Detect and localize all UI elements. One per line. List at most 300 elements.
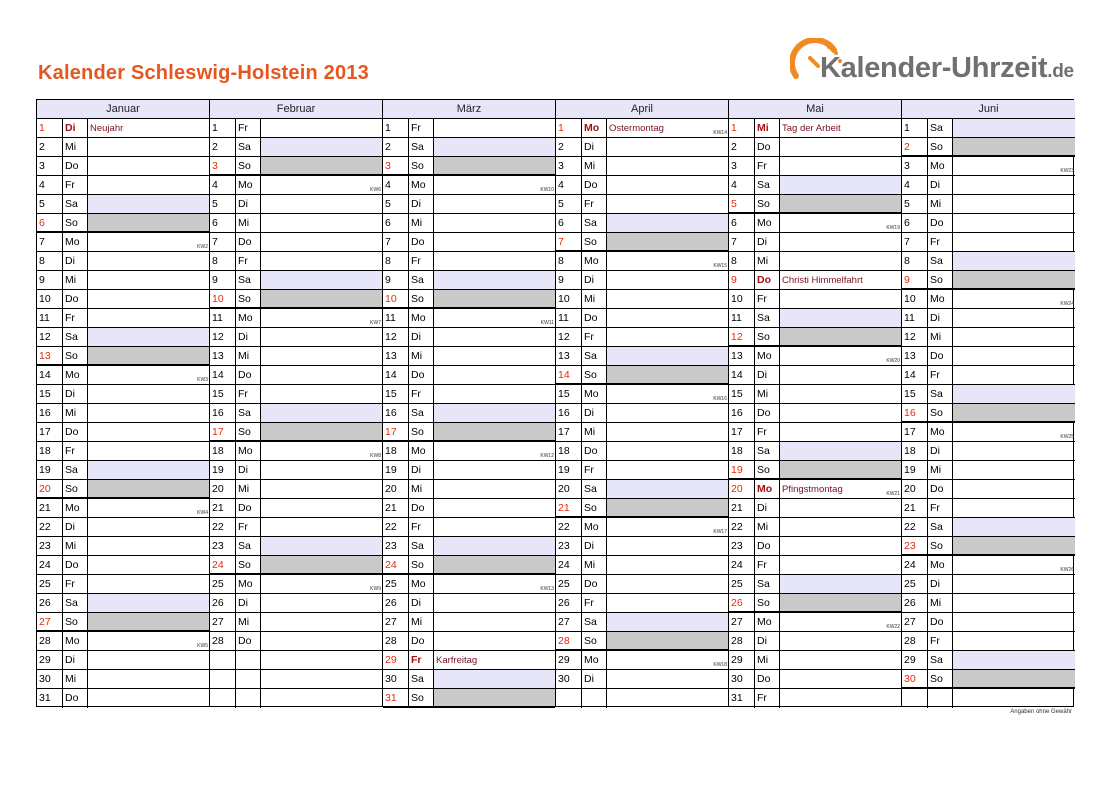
week-number: KW13 [540,586,554,592]
day-row [37,423,209,442]
day-row [902,499,1075,518]
day-row [729,499,901,518]
day-number: 8 [904,255,910,267]
week-number: KW12 [540,453,554,459]
day-note [434,290,555,307]
weekday: Do [754,670,780,688]
month-column [556,100,729,706]
day-note [434,157,555,174]
weekday: Mi [235,347,261,365]
day-row [556,556,728,575]
day-number [210,689,235,708]
weekday: Do [62,290,88,308]
weekday: Fr [581,461,607,479]
day-row [902,366,1075,385]
day-row [902,480,1075,499]
day-row [729,157,901,176]
weekday: So [235,157,261,174]
day-number: 10 [212,293,224,305]
week-number: KW21 [886,491,900,497]
week-number: KW3 [197,377,208,383]
day-row [556,613,728,632]
day-number: 8 [39,255,45,267]
day-row [210,518,382,537]
day-number: 29 [385,654,397,666]
day-note [780,632,901,650]
weekday: Mo [581,651,607,669]
weekday: Mo [235,575,261,593]
day-note [780,518,901,536]
weekday: Mo [927,556,953,574]
day-note [953,575,1075,593]
weekday: Mi [581,556,607,574]
day-row [383,594,555,613]
week-number: KW18 [713,662,727,668]
weekday: Mi [408,480,434,498]
day-note [780,442,901,460]
day-note [434,214,555,232]
day-row [210,385,382,404]
day-row [729,404,901,423]
weekday: Do [927,613,953,631]
weekday: Fr [754,423,780,441]
weekday: So [581,632,607,649]
day-number: 4 [904,179,910,191]
day-row [902,176,1075,195]
day-note [434,252,555,270]
day-number: 21 [731,502,743,514]
weekday: Di [235,594,261,612]
day-note [953,271,1075,288]
weekday: So [927,670,953,687]
day-row [37,290,209,309]
weekday: Mi [927,195,953,213]
day-note [261,518,382,536]
day-number: 7 [731,236,737,248]
day-note [780,613,901,631]
day-note [607,461,728,479]
day-number: 18 [731,445,743,457]
day-row [729,271,901,290]
day-note [88,613,209,630]
day-note [780,480,901,498]
weekday: Mo [408,575,434,593]
weekday: Di [408,195,434,213]
day-note [434,632,555,650]
day-note [261,176,382,194]
weekday: Mi [408,347,434,365]
day-note [953,328,1075,346]
day-number: 6 [731,217,737,229]
day-row [729,613,901,632]
weekday: Sa [408,670,434,688]
day-number: 21 [904,502,916,514]
day-row [556,575,728,594]
day-row [902,347,1075,366]
day-note [780,461,901,478]
day-row [556,347,728,366]
day-note [434,328,555,346]
day-row [556,157,728,176]
day-note [261,461,382,479]
weekday: Sa [581,347,607,365]
month-header: Juni [902,100,1075,119]
day-number: 12 [385,331,397,343]
week-number: KW22 [886,624,900,630]
day-number: 17 [39,426,51,438]
day-note [607,119,728,137]
day-number: 17 [385,426,397,438]
day-note [607,252,728,270]
weekday: So [754,461,780,478]
day-number: 6 [385,217,391,229]
day-note [780,670,901,688]
weekday: Di [62,385,88,403]
day-row [383,537,555,556]
day-number: 20 [904,483,916,495]
day-number: 5 [731,198,737,210]
day-number: 23 [385,540,397,552]
weekday: Mo [235,176,261,194]
day-number: 14 [731,369,743,381]
day-number: 20 [731,483,743,495]
day-row [902,556,1075,575]
day-row [383,518,555,537]
day-number: 27 [39,616,51,628]
day-note [434,233,555,251]
day-note [261,138,382,156]
month-column [383,100,556,706]
day-number: 2 [39,141,45,153]
day-number: 19 [558,464,570,476]
month-column [210,100,383,706]
day-row [556,252,728,271]
weekday: Mi [235,613,261,631]
day-number: 14 [904,369,916,381]
day-note [88,309,209,327]
weekday: Do [754,404,780,422]
day-number: 10 [39,293,51,305]
day-row [729,328,901,347]
day-number: 2 [731,141,737,153]
weekday: Do [235,233,261,251]
day-number: 26 [212,597,224,609]
weekday: Sa [408,138,434,156]
weekday: Fr [927,366,953,384]
day-note [780,385,901,403]
day-row [556,233,728,252]
weekday: Mo [754,480,780,498]
day-number: 29 [558,654,570,666]
day-number: 8 [558,255,564,267]
day-note [434,480,555,498]
day-note [88,271,209,289]
day-note [953,214,1075,232]
day-number: 12 [212,331,224,343]
weekday: Di [62,518,88,536]
day-number: 24 [904,559,916,571]
holiday-name: Karfreitag [436,655,478,666]
day-number: 12 [731,331,743,343]
day-note [88,233,209,251]
day-row [902,138,1075,157]
day-row [210,594,382,613]
day-number: 14 [558,369,570,381]
weekday: Fr [62,309,88,327]
day-row [902,518,1075,537]
day-note [780,651,901,669]
weekday: Mo [754,613,780,631]
day-note [261,480,382,498]
day-number: 7 [904,236,910,248]
day-number: 19 [731,464,743,476]
day-row [210,613,382,632]
weekday: Fr [754,157,780,175]
day-note [88,651,209,669]
day-note [434,366,555,384]
day-row [37,157,209,176]
weekday: Do [408,233,434,251]
day-note [953,366,1075,384]
day-number: 22 [212,521,224,533]
day-note [434,119,555,137]
day-number: 20 [39,483,51,495]
day-note [780,328,901,345]
day-row [210,157,382,176]
day-number: 21 [39,502,51,514]
day-row [902,689,1075,708]
weekday: Fr [927,499,953,517]
day-row [37,670,209,689]
day-note [953,404,1075,421]
weekday: Fr [408,651,434,669]
weekday: Mo [235,442,261,460]
day-row [37,689,209,708]
day-row [383,252,555,271]
weekday [581,689,607,708]
weekday: Fr [235,252,261,270]
day-row [210,404,382,423]
holiday-name: Christi Himmelfahrt [782,275,863,286]
day-row [210,233,382,252]
day-number: 25 [385,578,397,590]
day-row [556,366,728,385]
weekday: Do [235,499,261,517]
weekday: Fr [408,252,434,270]
weekday: Sa [927,252,953,270]
weekday: So [927,271,953,288]
day-row [729,423,901,442]
weekday: Sa [927,651,953,669]
day-note [88,328,209,346]
weekday: Sa [235,271,261,289]
day-row [383,385,555,404]
day-row [902,537,1075,556]
day-note [88,480,209,497]
day-note [953,651,1075,669]
day-row [37,556,209,575]
day-row [902,461,1075,480]
day-note [261,328,382,346]
day-row [729,252,901,271]
day-note [780,290,901,308]
day-row [556,138,728,157]
day-number: 15 [731,388,743,400]
day-number: 19 [39,464,51,476]
day-note [434,537,555,555]
day-note [261,366,382,384]
weekday: Mi [581,157,607,175]
day-note [953,442,1075,460]
day-number: 14 [212,369,224,381]
day-row [556,404,728,423]
day-number: 23 [212,540,224,552]
week-number: KW4 [197,510,208,516]
weekday: So [408,423,434,440]
weekday: Fr [927,632,953,650]
day-row [383,347,555,366]
day-row [210,632,382,651]
day-note [780,594,901,611]
day-note [953,537,1075,554]
day-number: 27 [731,616,743,628]
day-number: 16 [39,407,51,419]
day-note [607,214,728,232]
day-note [434,499,555,517]
holiday-name: Tag der Arbeit [782,123,841,134]
day-note [88,461,209,479]
weekday: Sa [754,176,780,194]
day-row [556,290,728,309]
day-note [780,119,901,137]
weekday: Fr [754,556,780,574]
day-number: 26 [904,597,916,609]
day-row [37,518,209,537]
day-note [607,423,728,441]
day-row [729,195,901,214]
weekday: Mo [408,176,434,194]
day-note [261,252,382,270]
day-number: 11 [731,312,742,324]
weekday: So [62,613,88,630]
weekday [235,670,261,688]
day-note [261,347,382,365]
month-header: März [383,100,555,119]
weekday: Sa [754,309,780,327]
day-number: 27 [558,616,570,628]
day-note [261,499,382,517]
week-number: KW16 [713,396,727,402]
day-note [953,138,1075,155]
day-row [729,385,901,404]
day-number: 29 [904,654,916,666]
week-number: KW24 [1060,301,1074,307]
day-number: 11 [385,312,396,324]
day-note [88,442,209,460]
day-note [607,556,728,574]
day-number: 28 [904,635,916,647]
day-note [434,176,555,194]
day-row [902,271,1075,290]
week-number: KW14 [713,130,727,136]
day-row [902,575,1075,594]
day-note [607,499,728,516]
day-number: 21 [212,502,224,514]
day-row [383,689,555,708]
day-number: 20 [558,483,570,495]
day-row [210,309,382,328]
weekday: Di [581,670,607,688]
day-note [953,157,1075,175]
weekday: So [408,689,434,706]
day-number: 11 [904,312,915,324]
weekday: Mo [581,252,607,270]
weekday: Sa [927,518,953,536]
weekday: Di [927,575,953,593]
day-number: 20 [212,483,224,495]
logo-tld: .de [1047,61,1074,82]
day-number: 24 [212,559,224,571]
weekday: Do [62,556,88,574]
day-row [556,594,728,613]
day-note [607,347,728,365]
day-note [607,670,728,688]
day-note [261,271,382,289]
weekday: Mo [581,385,607,403]
day-number: 16 [385,407,397,419]
weekday: Mi [754,119,780,137]
day-row [729,689,901,708]
day-note [953,499,1075,517]
day-row [383,366,555,385]
day-number: 15 [385,388,397,400]
day-row [37,309,209,328]
day-row [556,537,728,556]
holiday-name: Neujahr [90,123,124,134]
day-row [37,366,209,385]
day-number: 2 [558,141,564,153]
day-number: 12 [558,331,570,343]
day-note [780,575,901,593]
day-row [556,499,728,518]
weekday: Di [754,632,780,650]
week-number: KW25 [1060,434,1074,440]
day-number: 1 [558,122,564,134]
day-row [37,138,209,157]
day-note [780,233,901,251]
weekday: Di [62,651,88,669]
day-number: 18 [904,445,916,457]
day-note [780,556,901,574]
day-note [261,119,382,137]
weekday: Fr [408,518,434,536]
day-number: 4 [385,179,391,191]
day-number: 16 [558,407,570,419]
day-row [729,309,901,328]
day-row [210,461,382,480]
week-number: KW9 [370,586,381,592]
day-note [434,651,555,669]
day-row [37,271,209,290]
weekday [235,651,261,669]
day-note [434,423,555,440]
weekday: Mi [235,480,261,498]
day-note [607,404,728,422]
weekday: Sa [235,404,261,422]
day-note [88,252,209,270]
week-number: KW6 [370,187,381,193]
day-note [88,385,209,403]
